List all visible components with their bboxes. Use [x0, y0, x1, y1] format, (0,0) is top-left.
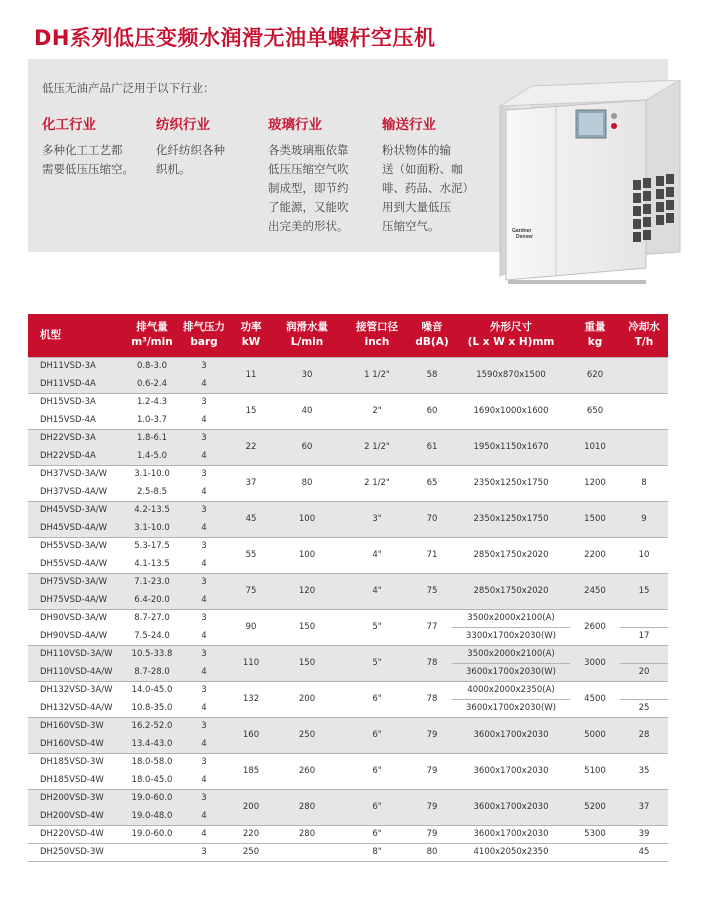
flow-cell: 7.1-23.0: [126, 573, 178, 591]
lube-water-cell: 280: [272, 789, 342, 825]
cooling-water-cell: 8: [620, 465, 668, 501]
model-cell: DH45VSD-3A/W: [28, 501, 126, 519]
industry-description: 各类玻璃瓶依靠 低压压缩空气吹 制成型，即节约 了能源，又能吹 出完美的形状。: [268, 143, 349, 233]
pipe-size-cell: 5": [342, 645, 412, 681]
cooling-water-cell: 39: [620, 825, 668, 843]
industry-title: 纺织行业: [156, 117, 210, 133]
pipe-size-cell: 8": [342, 843, 412, 861]
power-cell: 250: [230, 843, 272, 861]
flow-cell: 4.1-13.5: [126, 555, 178, 573]
power-cell: 15: [230, 393, 272, 429]
flow-cell: 7.5-24.0: [126, 627, 178, 645]
pipe-size-cell: 4": [342, 537, 412, 573]
pressure-cell: 4: [178, 591, 230, 609]
dimensions-cell: 3600x1700x2030: [452, 789, 570, 825]
weight-cell: 5300: [570, 825, 620, 843]
flow-cell: 6.4-20.0: [126, 591, 178, 609]
pipe-size-cell: 6": [342, 717, 412, 753]
table-row: [28, 645, 668, 663]
flow-cell: 3.1-10.0: [126, 465, 178, 483]
model-cell: DH160VSD-3W: [28, 717, 126, 735]
pipe-size-cell: 4": [342, 573, 412, 609]
pipe-size-cell: 6": [342, 825, 412, 843]
model-cell: DH15VSD-4A: [28, 411, 126, 429]
model-cell: DH11VSD-4A: [28, 375, 126, 393]
noise-cell: 65: [412, 465, 452, 501]
cooling-water-cell: 9: [620, 501, 668, 537]
flow-cell: 5.3-17.5: [126, 537, 178, 555]
header-flow: 排气量 m³/min: [126, 314, 178, 357]
pressure-cell: 3: [178, 537, 230, 555]
noise-cell: 78: [412, 681, 452, 717]
cooling-water-cell: 28: [620, 717, 668, 753]
dimensions-cell: 3600x1700x2030(W): [452, 699, 570, 717]
power-cell: 75: [230, 573, 272, 609]
industry-conveying: [382, 113, 474, 236]
industry-chemical: [42, 113, 134, 179]
flow-cell: 1.8-6.1: [126, 429, 178, 447]
model-cell: DH132VSD-4A/W: [28, 699, 126, 717]
flow-cell: 18.0-58.0: [126, 753, 178, 771]
flow-cell: 14.0-45.0: [126, 681, 178, 699]
cooling-water-cell: 20: [620, 663, 668, 681]
power-cell: 90: [230, 609, 272, 645]
dimensions-cell: 1590x870x1500: [452, 357, 570, 393]
pressure-cell: 3: [178, 753, 230, 771]
table-row: [28, 681, 668, 699]
cooling-water-cell: 10: [620, 537, 668, 573]
table-row: [28, 537, 668, 555]
pressure-cell: 4: [178, 555, 230, 573]
cooling-water-cell: 25: [620, 699, 668, 717]
table-row: [28, 609, 668, 627]
table-row: [28, 429, 668, 447]
pipe-size-cell: 2 1/2": [342, 465, 412, 501]
dimensions-cell: 2350x1250x1750: [452, 465, 570, 501]
noise-cell: 75: [412, 573, 452, 609]
power-cell: 220: [230, 825, 272, 843]
brand-logo-line1: Gardner: [512, 228, 532, 234]
pressure-cell: 3: [178, 681, 230, 699]
model-cell: DH75VSD-3A/W: [28, 573, 126, 591]
model-cell: DH55VSD-4A/W: [28, 555, 126, 573]
power-cell: 55: [230, 537, 272, 573]
noise-cell: 79: [412, 717, 452, 753]
cooling-water-cell: 37: [620, 789, 668, 825]
dimensions-cell: 3600x1700x2030: [452, 753, 570, 789]
weight-cell: 3000: [570, 645, 620, 681]
model-cell: DH160VSD-4W: [28, 735, 126, 753]
pressure-cell: 3: [178, 843, 230, 861]
industry-description: 粉状物体的输 送（如面粉、咖 啡、药品、水泥） 用到大量低压 压缩空气。: [382, 143, 474, 233]
model-cell: DH110VSD-4A/W: [28, 663, 126, 681]
weight-cell: 650: [570, 393, 620, 429]
weight-cell: 2600: [570, 609, 620, 645]
pressure-cell: 4: [178, 483, 230, 501]
pressure-cell: 4: [178, 807, 230, 825]
model-cell: DH45VSD-4A/W: [28, 519, 126, 537]
pipe-size-cell: 6": [342, 753, 412, 789]
noise-cell: 80: [412, 843, 452, 861]
noise-cell: 71: [412, 537, 452, 573]
flow-cell: 19.0-60.0: [126, 789, 178, 807]
lube-water-cell: 60: [272, 429, 342, 465]
header-noise: 噪音 dB(A): [412, 314, 452, 357]
lube-water-cell: 280: [272, 825, 342, 843]
noise-cell: 79: [412, 825, 452, 843]
model-cell: DH37VSD-4A/W: [28, 483, 126, 501]
dimensions-cell: 3500x2000x2100(A): [452, 609, 570, 627]
industry-title: 化工行业: [42, 117, 96, 133]
weight-cell: 2200: [570, 537, 620, 573]
dimensions-cell: 3300x1700x2030(W): [452, 627, 570, 645]
lube-water-cell: 80: [272, 465, 342, 501]
flow-cell: 18.0-45.0: [126, 771, 178, 789]
power-cell: 132: [230, 681, 272, 717]
table-row: [28, 393, 668, 411]
table-row: [28, 825, 668, 843]
power-cell: 45: [230, 501, 272, 537]
flow-cell: 0.8-3.0: [126, 357, 178, 375]
pipe-size-cell: 2": [342, 393, 412, 429]
table-row: [28, 573, 668, 591]
pipe-size-cell: 1 1/2": [342, 357, 412, 393]
flow-cell: 19.0-48.0: [126, 807, 178, 825]
noise-cell: 77: [412, 609, 452, 645]
cooling-water-cell: [620, 393, 668, 429]
power-cell: 11: [230, 357, 272, 393]
cooling-water-cell: 45: [620, 843, 668, 861]
cooling-water-cell: [620, 645, 668, 663]
weight-cell: 5200: [570, 789, 620, 825]
cooling-water-cell: [620, 681, 668, 699]
header-lube-water: 润滑水量 L/min: [272, 314, 342, 357]
model-cell: DH90VSD-3A/W: [28, 609, 126, 627]
air-compressor-image: [496, 80, 686, 290]
pressure-cell: 4: [178, 447, 230, 465]
flow-cell: 13.4-43.0: [126, 735, 178, 753]
lube-water-cell: 100: [272, 501, 342, 537]
pressure-cell: 3: [178, 609, 230, 627]
flow-cell: [126, 843, 178, 861]
model-cell: DH90VSD-4A/W: [28, 627, 126, 645]
header-cooling-water: 冷却水 T/h: [620, 314, 668, 357]
header-pressure: 排气压力 barg: [178, 314, 230, 357]
power-cell: 185: [230, 753, 272, 789]
power-cell: 110: [230, 645, 272, 681]
flow-cell: 4.2-13.5: [126, 501, 178, 519]
industry-glass: [268, 113, 349, 236]
industry-description: 多种化工工艺都 需要低压压缩空。: [42, 143, 134, 176]
lube-water-cell: 100: [272, 537, 342, 573]
model-cell: DH110VSD-3A/W: [28, 645, 126, 663]
dimensions-cell: 1950x1150x1670: [452, 429, 570, 465]
flow-cell: 8.7-27.0: [126, 609, 178, 627]
noise-cell: 78: [412, 645, 452, 681]
table-row: [28, 357, 668, 375]
spec-table-header: [28, 314, 668, 357]
pressure-cell: 4: [178, 771, 230, 789]
pipe-size-cell: 6": [342, 789, 412, 825]
header-pipe-size: 接管口径 inch: [342, 314, 412, 357]
pressure-cell: 3: [178, 573, 230, 591]
noise-cell: 61: [412, 429, 452, 465]
weight-cell: 620: [570, 357, 620, 393]
flow-cell: 1.4-5.0: [126, 447, 178, 465]
flow-cell: 16.2-52.0: [126, 717, 178, 735]
pipe-size-cell: 6": [342, 681, 412, 717]
weight-cell: 4500: [570, 681, 620, 717]
spec-table: [28, 314, 668, 862]
model-cell: DH15VSD-3A: [28, 393, 126, 411]
model-cell: DH220VSD-4W: [28, 825, 126, 843]
noise-cell: 79: [412, 789, 452, 825]
power-cell: 22: [230, 429, 272, 465]
flow-cell: 1.2-4.3: [126, 393, 178, 411]
page-title: DH系列低压变频水润滑无油单螺杆空压机: [34, 26, 436, 50]
industry-description: 化纤纺织各种 织机。: [156, 143, 225, 176]
dimensions-cell: 2350x1250x1750: [452, 501, 570, 537]
model-cell: DH22VSD-4A: [28, 447, 126, 465]
noise-cell: 70: [412, 501, 452, 537]
model-cell: DH22VSD-3A: [28, 429, 126, 447]
header-dimensions: 外形尺寸 (L x W x H)mm: [452, 314, 570, 357]
cooling-water-cell: 35: [620, 753, 668, 789]
flow-cell: 10.8-35.0: [126, 699, 178, 717]
weight-cell: 2450: [570, 573, 620, 609]
brand-logo-line2: Denver: [516, 234, 533, 240]
pressure-cell: 3: [178, 393, 230, 411]
dimensions-cell: 3500x2000x2100(A): [452, 645, 570, 663]
pressure-cell: 4: [178, 699, 230, 717]
header-model: 机型: [28, 314, 126, 357]
lube-water-cell: 150: [272, 645, 342, 681]
pressure-cell: 4: [178, 375, 230, 393]
model-cell: DH11VSD-3A: [28, 357, 126, 375]
pressure-cell: 4: [178, 519, 230, 537]
model-cell: DH200VSD-4W: [28, 807, 126, 825]
power-cell: 200: [230, 789, 272, 825]
weight-cell: 1010: [570, 429, 620, 465]
pipe-size-cell: 5": [342, 609, 412, 645]
table-row: [28, 789, 668, 807]
flow-cell: 2.5-8.5: [126, 483, 178, 501]
lube-water-cell: 250: [272, 717, 342, 753]
flow-cell: 1.0-3.7: [126, 411, 178, 429]
flow-cell: 10.5-33.8: [126, 645, 178, 663]
lube-water-cell: 40: [272, 393, 342, 429]
dimensions-cell: 1690x1000x1600: [452, 393, 570, 429]
pressure-cell: 3: [178, 645, 230, 663]
table-row: [28, 717, 668, 735]
pressure-cell: 3: [178, 465, 230, 483]
model-cell: DH185VSD-4W: [28, 771, 126, 789]
flow-cell: 8.7-28.0: [126, 663, 178, 681]
dimensions-cell: 4000x2000x2350(A): [452, 681, 570, 699]
pressure-cell: 3: [178, 501, 230, 519]
lube-water-cell: 260: [272, 753, 342, 789]
industry-title: 输送行业: [382, 117, 436, 133]
flow-cell: 19.0-60.0: [126, 825, 178, 843]
industry-title: 玻璃行业: [268, 117, 322, 133]
model-cell: DH132VSD-3A/W: [28, 681, 126, 699]
cooling-water-cell: 15: [620, 573, 668, 609]
intro-lead-text: 低压无油产品广泛用于以下行业：: [42, 81, 215, 95]
model-cell: DH37VSD-3A/W: [28, 465, 126, 483]
lube-water-cell: 30: [272, 357, 342, 393]
pressure-cell: 3: [178, 429, 230, 447]
industry-textile: [156, 113, 225, 179]
cooling-water-cell: [620, 609, 668, 627]
dimensions-cell: 3600x1700x2030: [452, 825, 570, 843]
cooling-water-cell: 17: [620, 627, 668, 645]
dimensions-cell: 3600x1700x2030(W): [452, 663, 570, 681]
power-cell: 37: [230, 465, 272, 501]
model-cell: DH75VSD-4A/W: [28, 591, 126, 609]
noise-cell: 60: [412, 393, 452, 429]
pipe-size-cell: 3": [342, 501, 412, 537]
weight-cell: 1200: [570, 465, 620, 501]
lube-water-cell: 120: [272, 573, 342, 609]
flow-cell: 0.6-2.4: [126, 375, 178, 393]
model-cell: DH185VSD-3W: [28, 753, 126, 771]
header-weight: 重量 kg: [570, 314, 620, 357]
pressure-cell: 3: [178, 717, 230, 735]
noise-cell: 79: [412, 753, 452, 789]
dimensions-cell: 2850x1750x2020: [452, 537, 570, 573]
model-cell: DH55VSD-3A/W: [28, 537, 126, 555]
cooling-water-cell: [620, 357, 668, 393]
weight-cell: 1500: [570, 501, 620, 537]
flow-cell: 3.1-10.0: [126, 519, 178, 537]
pressure-cell: 4: [178, 627, 230, 645]
cooling-water-cell: [620, 429, 668, 465]
pressure-cell: 4: [178, 411, 230, 429]
weight-cell: [570, 843, 620, 861]
noise-cell: 58: [412, 357, 452, 393]
pressure-cell: 4: [178, 735, 230, 753]
table-row: [28, 843, 668, 861]
lube-water-cell: 150: [272, 609, 342, 645]
pipe-size-cell: 2 1/2": [342, 429, 412, 465]
pressure-cell: 3: [178, 357, 230, 375]
table-row: [28, 465, 668, 483]
header-power: 功率 kW: [230, 314, 272, 357]
pressure-cell: 3: [178, 789, 230, 807]
model-cell: DH250VSD-3W: [28, 843, 126, 861]
lube-water-cell: 200: [272, 681, 342, 717]
dimensions-cell: 3600x1700x2030: [452, 717, 570, 753]
power-cell: 160: [230, 717, 272, 753]
lube-water-cell: [272, 843, 342, 861]
table-row: [28, 753, 668, 771]
weight-cell: 5000: [570, 717, 620, 753]
model-cell: DH200VSD-3W: [28, 789, 126, 807]
dimensions-cell: 2850x1750x2020: [452, 573, 570, 609]
dimensions-cell: 4100x2050x2350: [452, 843, 570, 861]
pressure-cell: 4: [178, 663, 230, 681]
weight-cell: 5100: [570, 753, 620, 789]
pressure-cell: 4: [178, 825, 230, 843]
table-row: [28, 501, 668, 519]
